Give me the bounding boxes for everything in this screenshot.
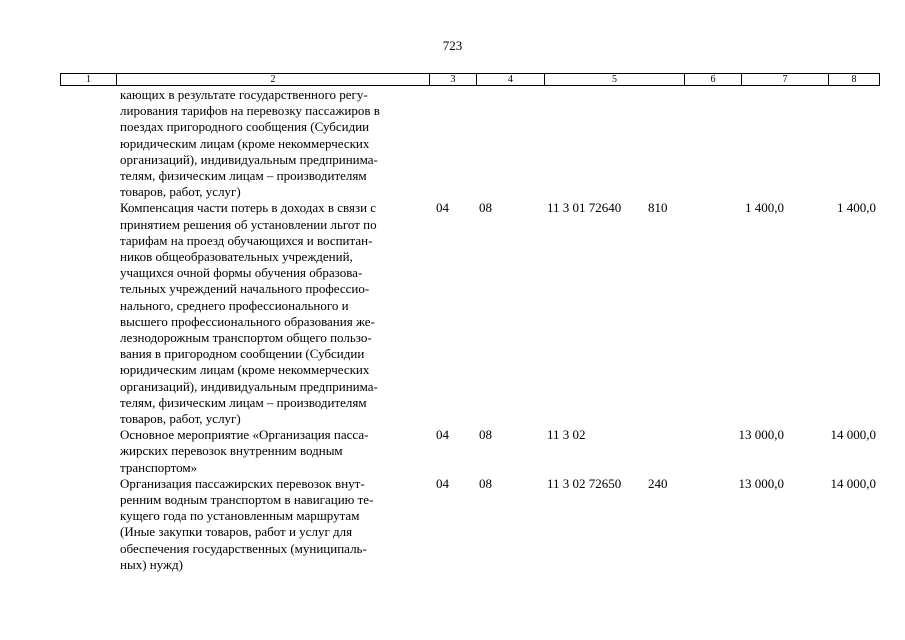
amount-year-2: 1 400,0 (837, 200, 876, 216)
row-description (120, 200, 430, 427)
target-article-code: 11 3 02 72650 (547, 475, 622, 491)
description-line: ренним водным транспортом в навигацию те- (120, 492, 374, 508)
section-code: 04 (436, 427, 449, 443)
description-line: транспортом» (120, 459, 198, 475)
description-line: телям, физическим лицам – производителям (120, 394, 367, 410)
description-line: поездах пригородного сообщения (Субсидии (120, 119, 370, 135)
section-code: 04 (436, 475, 449, 491)
subsection-code: 08 (479, 200, 492, 216)
description-line: кающих в результате государственного регу- (120, 87, 368, 102)
description-line: юридическим лицам (кроме некоммерческих (120, 362, 370, 378)
description-line: Компенсация части потерь в доходах в связи с (120, 200, 377, 216)
subsection-code: 08 (479, 475, 492, 491)
row-description (120, 87, 430, 200)
amount-year-1: 13 000,0 (738, 427, 784, 443)
description-line: принятием решения об установлении льгот по (120, 216, 377, 232)
column-header-8: 8 (851, 74, 857, 85)
amount-year-2: 14 000,0 (830, 475, 876, 491)
description-line: учащихся очной формы обучения образова- (120, 265, 363, 281)
description-line: товаров, работ, услуг) (120, 184, 241, 200)
description-line: лезнодорожным транспортом общего пользо- (120, 330, 372, 346)
row-description (120, 476, 430, 573)
description-line: Организация пассажирских перевозок внут- (120, 475, 365, 491)
description-line: юридическим лицам (кроме некоммерческих (120, 135, 370, 151)
description-line: организаций), индивидуальным предпринима- (120, 378, 378, 394)
description-line: товаров, работ, услуг) (120, 411, 241, 427)
description-line: тельных учреждений начального профессио- (120, 281, 370, 297)
amount-year-2: 14 000,0 (830, 427, 876, 443)
column-header-4: 4 (477, 74, 545, 85)
description-line: вания в пригородном сообщении (Субсидии (120, 346, 365, 362)
description-line: организаций), индивидуальным предпринима- (120, 151, 378, 167)
table-row (0, 476, 905, 573)
description-line: Основное мероприятие «Организация пасса- (120, 427, 369, 443)
table-row (0, 427, 905, 476)
target-article-code: 11 3 02 (547, 427, 586, 443)
column-header-2: 2 (117, 74, 430, 85)
column-header-7: 7 (742, 74, 829, 85)
description-line: ников общеобразовательных учреждений, (120, 249, 353, 265)
column-header-3: 3 (430, 74, 477, 85)
description-line: тарифам на проезд обучающихся и воспитан- (120, 232, 373, 248)
table-column-header (60, 73, 880, 86)
description-line: высшего профессионального образования же- (120, 313, 375, 329)
expense-type-code: 810 (648, 200, 668, 216)
page-number: 723 (442, 38, 463, 53)
column-header-6: 6 (685, 74, 742, 85)
table-body (0, 87, 905, 573)
description-line: лирования тарифов на перевозку пассажиров в (120, 103, 380, 119)
description-line: телям, физическим лицам – производителям (120, 168, 367, 184)
column-header-1: 1 (61, 74, 117, 85)
amount-year-1: 13 000,0 (738, 475, 784, 491)
subsection-code: 08 (479, 427, 492, 443)
description-line: кущего года по установленным маршрутам (120, 508, 360, 524)
description-line: обеспечения государственных (муниципаль- (120, 540, 367, 556)
table-row (0, 200, 905, 427)
row-description (120, 427, 430, 476)
target-article-code: 11 3 01 72640 (547, 200, 622, 216)
description-line: (Иные закупки товаров, работ и услуг для (120, 524, 353, 540)
amount-year-1: 1 400,0 (745, 200, 784, 216)
description-line: жирских перевозок внутренним водным (120, 443, 343, 459)
description-line: нального, среднего профессионального и (120, 297, 349, 313)
section-code: 04 (436, 200, 449, 216)
expense-type-code: 240 (648, 475, 668, 491)
table-row (0, 87, 905, 200)
column-header-5: 5 (545, 74, 685, 85)
description-line: ных) нужд) (120, 556, 183, 572)
